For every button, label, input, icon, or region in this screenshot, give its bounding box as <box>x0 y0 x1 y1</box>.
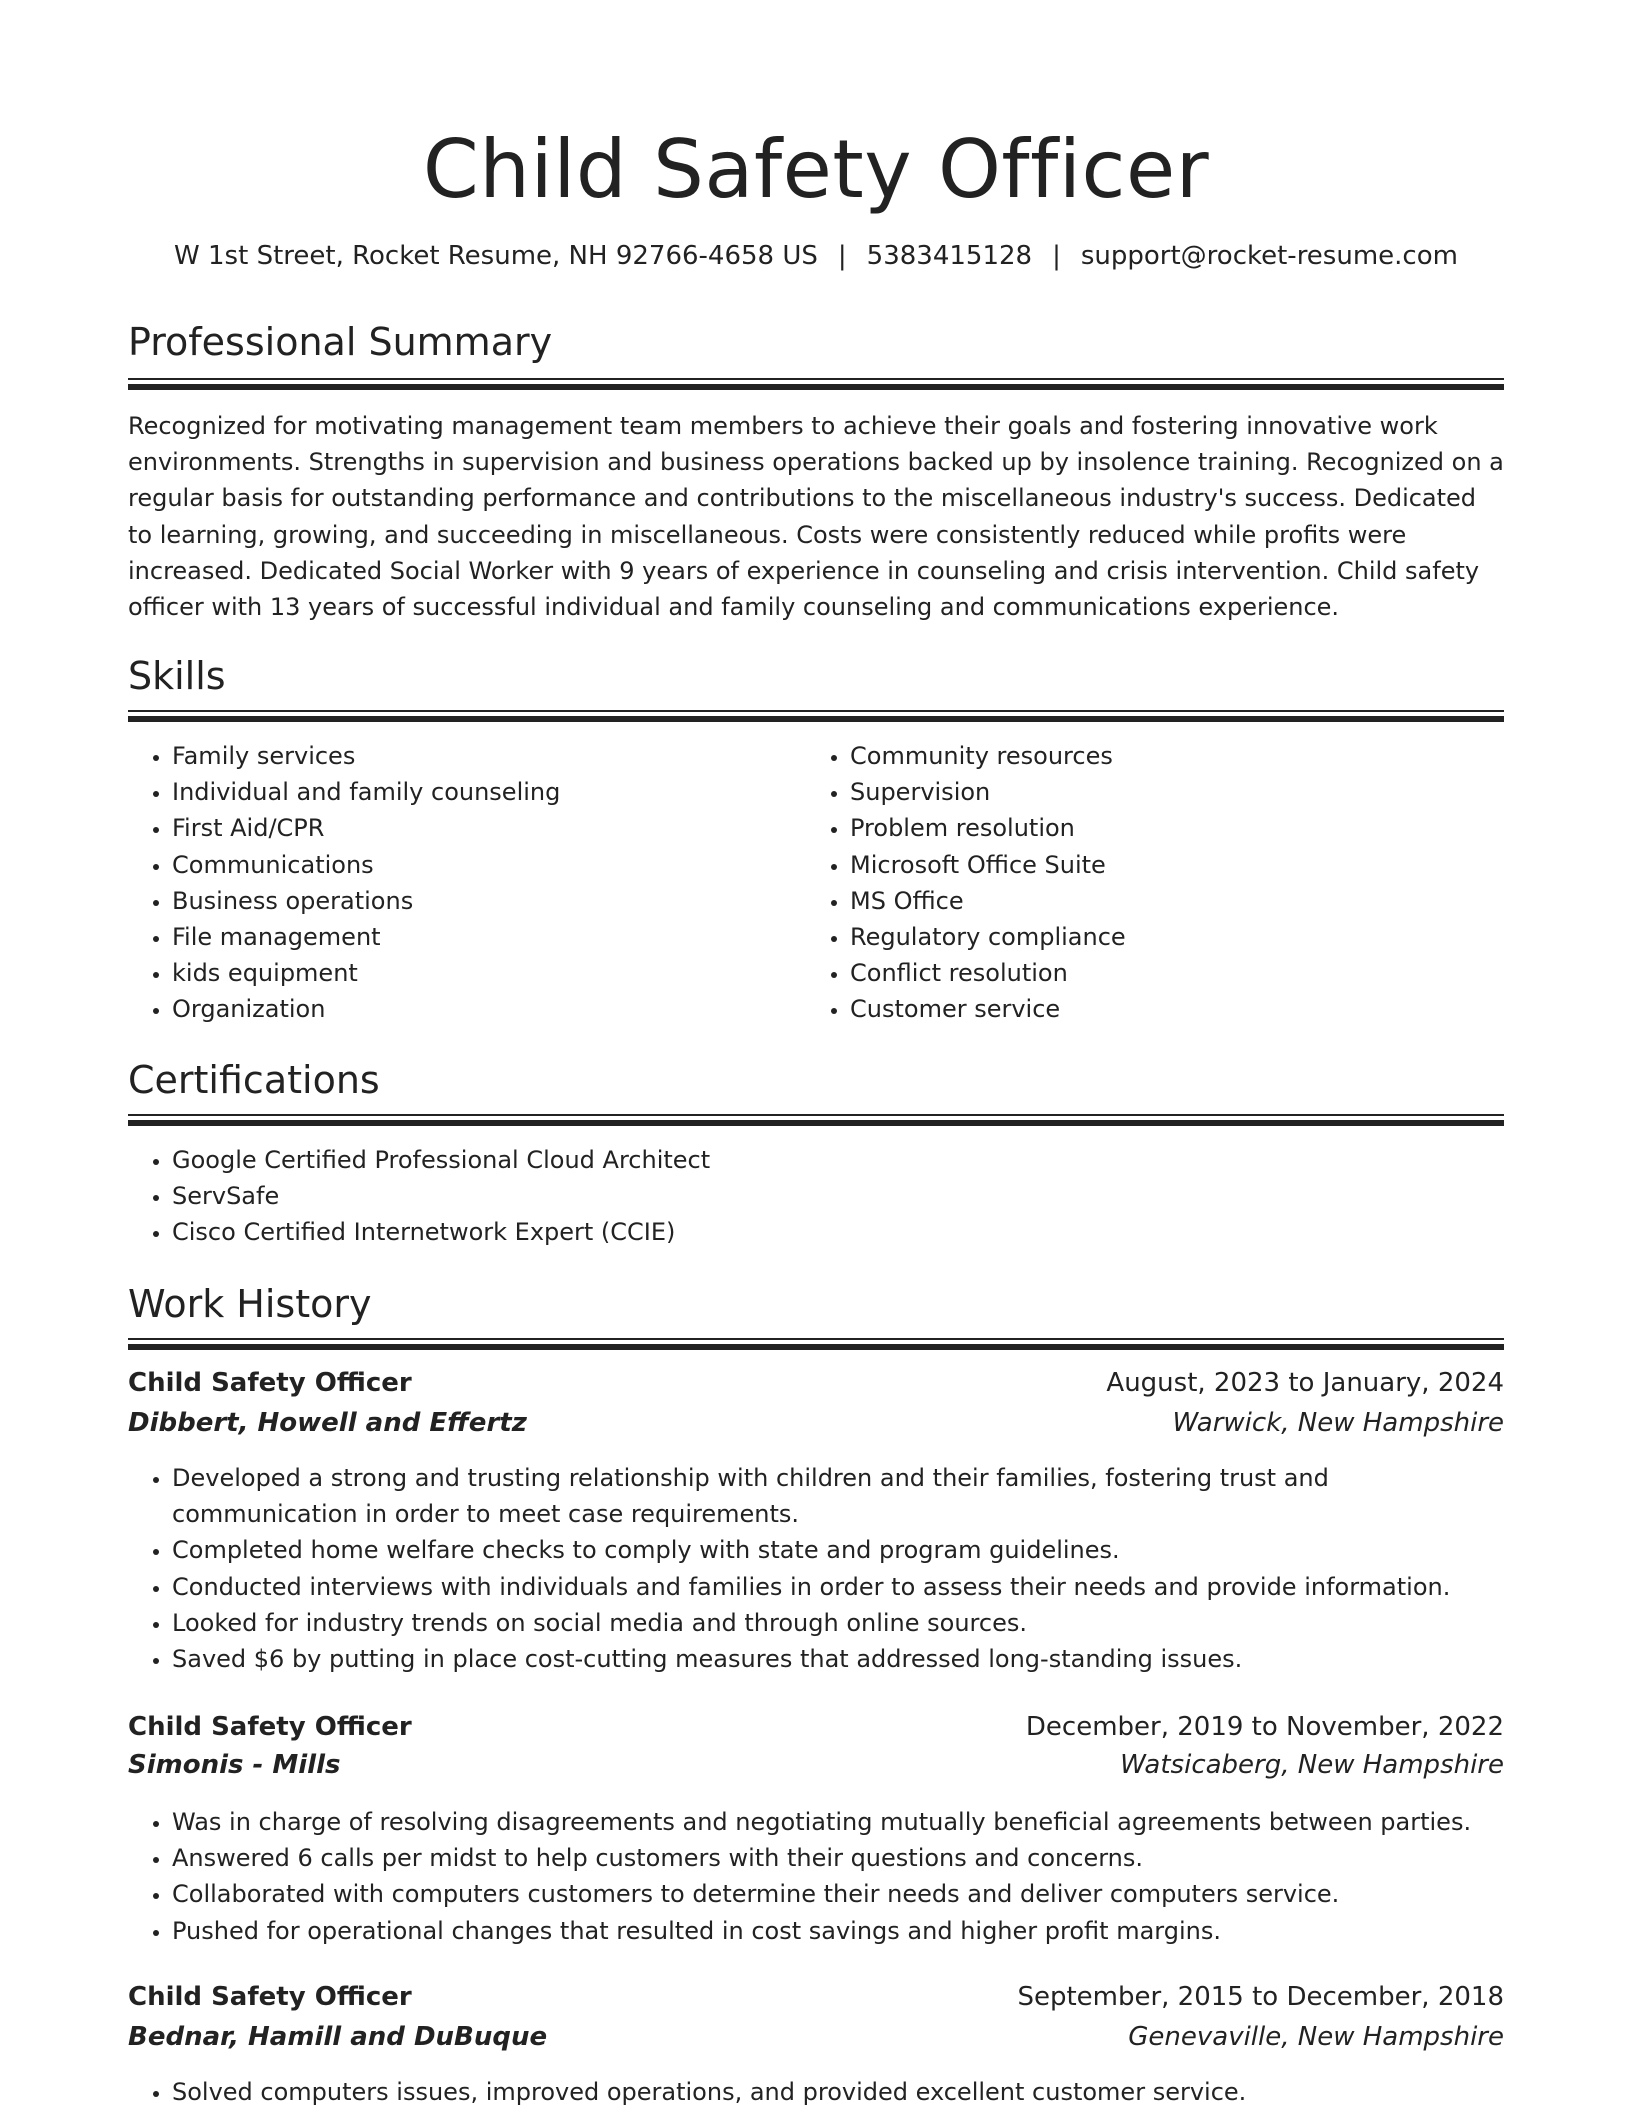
skill-item: • Microsoft Office Suite <box>850 847 1510 883</box>
skill-item: • Organization <box>172 991 812 1027</box>
job-subheader <box>128 1750 1504 1790</box>
skills-list-left <box>128 738 812 1028</box>
job-bullet: • Collaborated with computers customers to determine their needs and deliver computers service. <box>172 1876 1504 1912</box>
skill-item: • First Aid/CPR <box>172 810 812 846</box>
skill-item: • Business operations <box>172 883 812 919</box>
summary-text: Recognized for motivating management team members to achieve their goals and fostering innovative work environments. Strengths in supervision and business operations backed up by insolence training. Recognized on a regular basis for outstanding performance and contributions to the miscellaneous industry's success. Dedicated to learning, growing, and succeeding in miscellaneous. Costs were consistently reduced while profits were increased. Dedicated Social Worker with 9 years of experience in counseling and crisis intervention. Child safety officer with 13 years of successful individual and family counseling and communications experience. <box>128 412 1504 622</box>
skill-item: • kids equipment <box>172 955 812 991</box>
job-title: Child Safety Officer <box>128 1712 412 1742</box>
contact-address: W 1st Street, Rocket Resume, NH 92766-4658 US <box>174 241 818 271</box>
contact-separator: | <box>837 241 847 271</box>
job-subheader <box>128 2022 1504 2062</box>
job-bullet: • Answered 6 calls per midst to help customers with their questions and concerns. <box>172 1840 1504 1876</box>
contact-separator: | <box>1052 241 1061 271</box>
job-bullets <box>128 1460 1504 1677</box>
certification-item: • Cisco Certified Internetwork Expert (CCIE) <box>172 1214 1512 1250</box>
job-bullet: • Looked for industry trends on social media and through online sources. <box>172 1605 1504 1641</box>
skill-item: • Problem resolution <box>850 810 1510 846</box>
job-company: Simonis - Mills <box>128 1750 341 1780</box>
job-title: Child Safety Officer <box>128 1982 412 2012</box>
skill-item: • Communications <box>172 847 812 883</box>
job-bullet: • Pushed for operational changes that resulted in cost savings and higher profit margins. <box>172 1913 1504 1949</box>
contact-line <box>128 238 1504 274</box>
job-bullet: • Completed home welfare checks to comply with state and program guidelines. <box>172 1532 1504 1568</box>
section-divider <box>128 378 1504 390</box>
job-company: Dibbert, Howell and Effertz <box>128 1408 527 1438</box>
section-title-work-history: Work History <box>128 1282 372 1326</box>
certification-item: • Google Certified Professional Cloud Architect <box>172 1142 1512 1178</box>
section-title-certifications: Certifications <box>128 1058 380 1102</box>
skill-item: • MS Office <box>850 883 1510 919</box>
job-header <box>128 1712 1504 1752</box>
contact-phone: 5383415128 <box>866 241 1033 271</box>
job-dates: September, 2015 to December, 2018 <box>1017 1982 1504 2012</box>
skill-item: • Community resources <box>850 738 1510 774</box>
job-dates: December, 2019 to November, 2022 <box>1025 1712 1504 1742</box>
job-bullets <box>128 1804 1504 1949</box>
job-company: Bednar, Hamill and DuBuque <box>128 2022 548 2052</box>
job-header <box>128 1982 1504 2022</box>
job-dates: August, 2023 to January, 2024 <box>1106 1368 1504 1398</box>
section-title-summary: Professional Summary <box>128 320 553 364</box>
job-bullet: • Was in charge of resolving disagreements and negotiating mutually beneficial agreements between parties. <box>172 1804 1504 1840</box>
section-title-skills: Skills <box>128 654 226 698</box>
certifications-list <box>128 1142 1512 1251</box>
job-bullet: • Developed a strong and trusting relationship with children and their families, fostering trust and communication in order to meet case requirements. <box>172 1460 1504 1532</box>
job-bullets <box>128 2074 1504 2110</box>
skill-item: • Individual and family counseling <box>172 774 812 810</box>
job-location: Warwick, New Hampshire <box>1172 1408 1504 1438</box>
skill-item: • Family services <box>172 738 812 774</box>
job-header <box>128 1368 1504 1408</box>
job-title: Child Safety Officer <box>128 1368 412 1398</box>
skill-item: • Regulatory compliance <box>850 919 1510 955</box>
job-bullet: • Conducted interviews with individuals and families in order to assess their needs and provide information. <box>172 1569 1504 1605</box>
skill-item: • Supervision <box>850 774 1510 810</box>
job-location: Watsicaberg, New Hampshire <box>1120 1750 1504 1780</box>
candidate-name: Child Safety Officer <box>422 123 1210 216</box>
job-location: Genevaville, New Hampshire <box>1128 2022 1504 2052</box>
section-divider <box>128 710 1504 722</box>
skill-item: • Conflict resolution <box>850 955 1510 991</box>
job-subheader <box>128 1408 1504 1448</box>
certification-item: • ServSafe <box>172 1178 1512 1214</box>
skill-item: • File management <box>172 919 812 955</box>
job-bullet: • Solved computers issues, improved operations, and provided excellent customer service. <box>172 2074 1504 2110</box>
skills-list-right <box>806 738 1510 1028</box>
section-divider <box>128 1338 1504 1350</box>
contact-email: support@rocket-resume.com <box>1080 241 1458 271</box>
job-bullet: • Saved $6 by putting in place cost-cutting measures that addressed long-standing issues. <box>172 1641 1504 1677</box>
skill-item: • Customer service <box>850 991 1510 1027</box>
section-divider <box>128 1114 1504 1126</box>
